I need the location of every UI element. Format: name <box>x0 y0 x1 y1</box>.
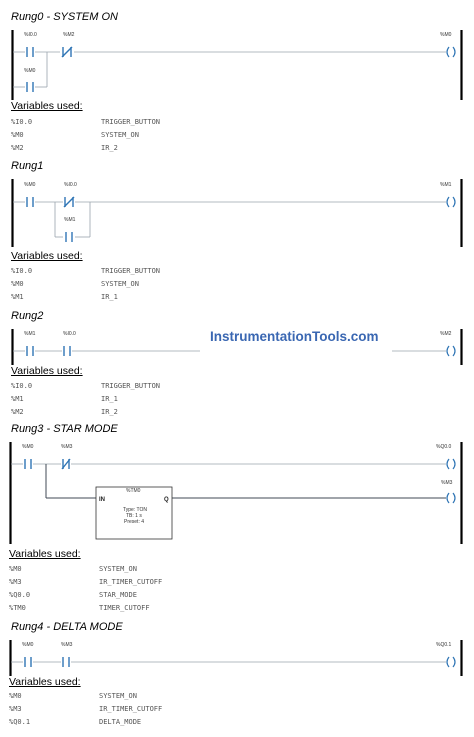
rung1-branch-label: %M1 <box>64 217 76 223</box>
var-addr: %I0.0 <box>11 267 33 275</box>
rung1-vars-heading: Variables used: <box>11 250 83 262</box>
rung3-coil-2-label: %M3 <box>441 480 453 486</box>
rung4-contact-2 <box>63 657 69 667</box>
var-name: DELTA_MODE <box>99 718 142 726</box>
rung2-contact-2 <box>64 346 70 356</box>
rung3-timer-name: %TM0 <box>126 488 141 494</box>
var-addr: %M2 <box>11 144 24 152</box>
var-addr: %M1 <box>11 293 24 301</box>
var-addr: %M0 <box>9 565 22 573</box>
var-addr: %Q0.1 <box>9 718 31 726</box>
rung1-diagram <box>0 177 474 249</box>
var-name: TRIGGER_BUTTON <box>101 118 161 126</box>
rung3-contact-2 <box>62 459 70 469</box>
rung1-contact-2-label: %I0.0 <box>64 182 77 188</box>
var-addr: %M1 <box>11 395 24 403</box>
rung2-contact-1-label: %M1 <box>24 331 36 337</box>
rung4-contact-1 <box>25 657 31 667</box>
rung2-contact-1 <box>27 346 33 356</box>
rung4-title: Rung4 - DELTA MODE <box>11 621 123 633</box>
rung2-vars-heading: Variables used: <box>11 365 83 377</box>
rung3-diagram <box>0 440 474 546</box>
rung4-contact-2-label: %M3 <box>61 642 73 648</box>
rung3-timer-preset: Preset: 4 <box>124 519 145 525</box>
rung0-diagram <box>0 28 474 102</box>
var-name: TRIGGER_BUTTON <box>101 267 161 275</box>
var-addr: %TM0 <box>9 604 26 612</box>
rung3-timer-type: Type: TON <box>123 507 147 513</box>
rung1-coil-1 <box>447 197 455 207</box>
rung4-vars-heading: Variables used: <box>9 676 81 688</box>
var-addr: %Q0.0 <box>9 591 31 599</box>
var-addr: %M0 <box>11 131 24 139</box>
rung1-title: Rung1 <box>11 160 44 172</box>
rung0-contact-1-label: %I0.0 <box>24 32 37 38</box>
var-name: IR_2 <box>101 408 118 416</box>
watermark: InstrumentationTools.com <box>210 329 379 344</box>
rung1-contact-2 <box>64 197 74 207</box>
var-addr: %M3 <box>9 578 22 586</box>
var-name: SYSTEM_ON <box>99 565 137 573</box>
var-addr: %I0.0 <box>11 382 33 390</box>
rung3-coil-1 <box>447 459 455 469</box>
var-name: SYSTEM_ON <box>99 692 137 700</box>
rung0-contact-1 <box>27 47 33 57</box>
rung4-contact-1-label: %M0 <box>22 642 34 648</box>
var-name: IR_TIMER_CUTOFF <box>99 705 163 713</box>
rung0-branch-contact <box>27 82 33 92</box>
rung1-contact-1 <box>27 197 33 207</box>
rung4-diagram <box>0 638 474 678</box>
rung0-coil-1 <box>447 47 455 57</box>
var-name: STAR_MODE <box>99 591 137 599</box>
var-name: IR_2 <box>101 144 118 152</box>
rung1-contact-1-label: %M0 <box>24 182 36 188</box>
var-addr: %M2 <box>11 408 24 416</box>
var-addr: %M3 <box>9 705 22 713</box>
rung3-coil-2 <box>447 493 455 503</box>
var-name: TRIGGER_BUTTON <box>101 382 161 390</box>
rung3-timer-tb: TB: 1 s <box>126 513 142 519</box>
var-name: IR_1 <box>101 395 118 403</box>
rung4-coil-1 <box>447 657 455 667</box>
rung3-contact-1 <box>25 459 31 469</box>
var-addr: %M0 <box>9 692 22 700</box>
rung0-vars-heading: Variables used: <box>11 100 83 112</box>
rung0-branch-label: %M0 <box>24 68 36 74</box>
var-name: SYSTEM_ON <box>101 280 139 288</box>
rung3-contact-2-label: %M3 <box>61 444 73 450</box>
rung3-timer-q-pin: Q <box>164 497 169 503</box>
rung2-title: Rung2 <box>11 310 44 322</box>
rung0-coil-1-label: %M0 <box>440 32 452 38</box>
rung1-branch-contact <box>66 232 72 242</box>
rung0-title: Rung0 - SYSTEM ON <box>11 11 118 23</box>
rung3-title: Rung3 - STAR MODE <box>11 423 118 435</box>
rung1-coil-1-label: %M1 <box>440 182 452 188</box>
var-addr: %M0 <box>11 280 24 288</box>
rung4-coil-1-label: %Q0.1 <box>436 642 452 648</box>
rung2-coil-1 <box>447 346 455 356</box>
var-name: IR_TIMER_CUTOFF <box>99 578 163 586</box>
rung3-coil-1-label: %Q0.0 <box>436 444 452 450</box>
rung3-vars-heading: Variables used: <box>9 548 81 560</box>
var-name: IR_1 <box>101 293 118 301</box>
var-name: TIMER_CUTOFF <box>99 604 150 612</box>
rung0-contact-2 <box>62 47 72 57</box>
var-name: SYSTEM_ON <box>101 131 139 139</box>
rung2-coil-1-label: %M2 <box>440 331 452 337</box>
rung0-contact-2-label: %M2 <box>63 32 75 38</box>
rung2-contact-2-label: %I0.0 <box>63 331 76 337</box>
rung3-timer-in-pin: IN <box>99 497 105 503</box>
rung3-contact-1-label: %M0 <box>22 444 34 450</box>
var-addr: %I0.0 <box>11 118 33 126</box>
